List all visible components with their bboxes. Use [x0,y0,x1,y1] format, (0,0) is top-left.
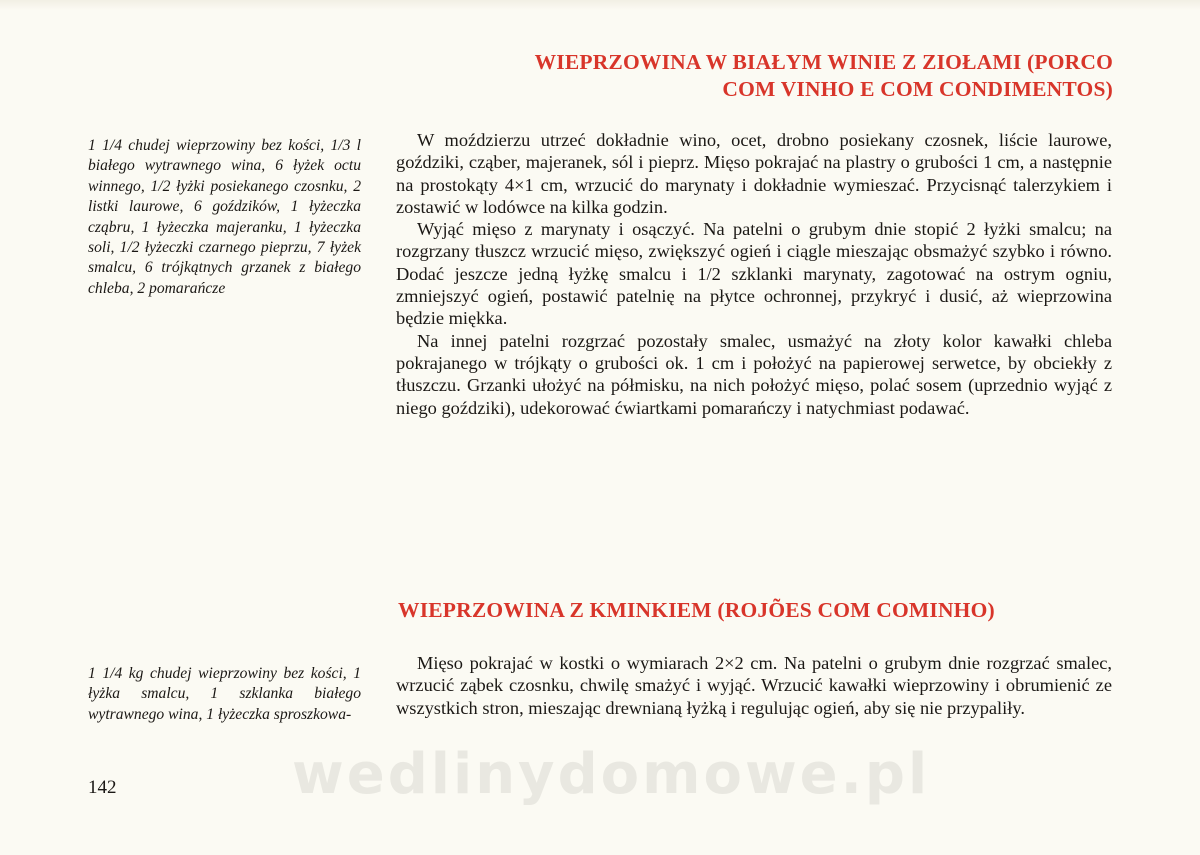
ingredients-list-pork-white-wine: 1 1/4 chudej wieprzowiny bez kości, 1/3 l białego wytrawnego wina, 6 łyżek octu winnego, 1/2 łyżki posiekanego czosnku, 2 listki laurowe, 6 goździków, 1 łyżeczka cząbru, 1 łyżeczka majeranku, 1 łyżeczka soli, 1/2 łyżeczki czarnego pieprzu, 7 łyżek smalcu, 6 trójkątnych grzanek z białego chleba, 2 pomarańcze [88,137,361,297]
method-text-pork-white-wine [396,129,1112,419]
method-paragraph: W moździerzu utrzeć dokładnie wino, ocet, drobno posiekany czosnek, liście laurowe, goździki, cząber, majeranek, sól i pieprz. Mięso pokrajać na plastry o grubości 1 cm, a następnie na prostokąty 4×1 cm, wrzucić do marynaty i dokładnie wymieszać. Przycisnąć talerzykiem i zostawić w lodówce na kilka godzin. [396,130,1112,217]
recipe-title-pork-caraway: WIEPRZOWINA Z KMINKIEM (ROJÕES COM COMINHO) [398,598,995,622]
method-text-pork-caraway [396,652,1112,719]
method-paragraph: Wyjąć mięso z marynaty i osączyć. Na patelni o grubym dnie stopić 2 łyżki smalcu; na rozgrzany tłuszcz wrzucić mięso, zwiększyć ogień i ciągle mieszając obsmażyć szybko i równo. Dodać jeszcze jedną łyżkę smalcu i 1/2 szklanki marynaty, zagotować na ostrym ogniu, zmniejszyć ogień, postawić patelnię na płytce ochronnej, przykryć i dusić, aż wieprzowina będzie miękka. [396,219,1112,329]
recipe-title-line: COM VINHO E COM CONDIMENTOS) [722,77,1113,101]
ingredients-list-pork-caraway: 1 1/4 kg chudej wieprzowiny bez kości, 1 łyżka smalcu, 1 szklanka białego wytrawnego wina, 1 łyżeczka sproszkowa- [88,665,361,723]
watermark: wedlinydomowe.pl [292,742,931,807]
method-paragraph: Na innej patelni rozgrzać pozostały smalec, usmażyć na złoty kolor kawałki chleba pokrajanego w trójkąty o grubości ok. 1 cm i położyć na papierowej serwetce, by obciekły z tłuszczu. Grzanki ułożyć na półmisku, na nich położyć mięso, polać sosem (uprzednio wyjąć z niego goździki), udekorować ćwiartkami pomarańczy i natychmiast podawać. [396,330,1112,418]
method-paragraph: Mięso pokrajać w kostki o wymiarach 2×2 cm. Na patelni o grubym dnie rozgrzać smalec, wrzucić ząbek czosnku, chwilę smażyć i wyjąć. Wrzucić kawałki wieprzowiny i obrumienić ze wszystkich stron, mieszając drewnianą łyżką i regulując ogień, aby się nie przypaliły. [396,653,1112,718]
recipe-title-line: WIEPRZOWINA W BIAŁYM WINIE Z ZIOŁAMI (PORCO [534,50,1113,74]
recipe-title-pork-white-wine [398,49,1113,103]
page-top-edge [0,0,1200,10]
page-number: 142 [88,777,117,798]
